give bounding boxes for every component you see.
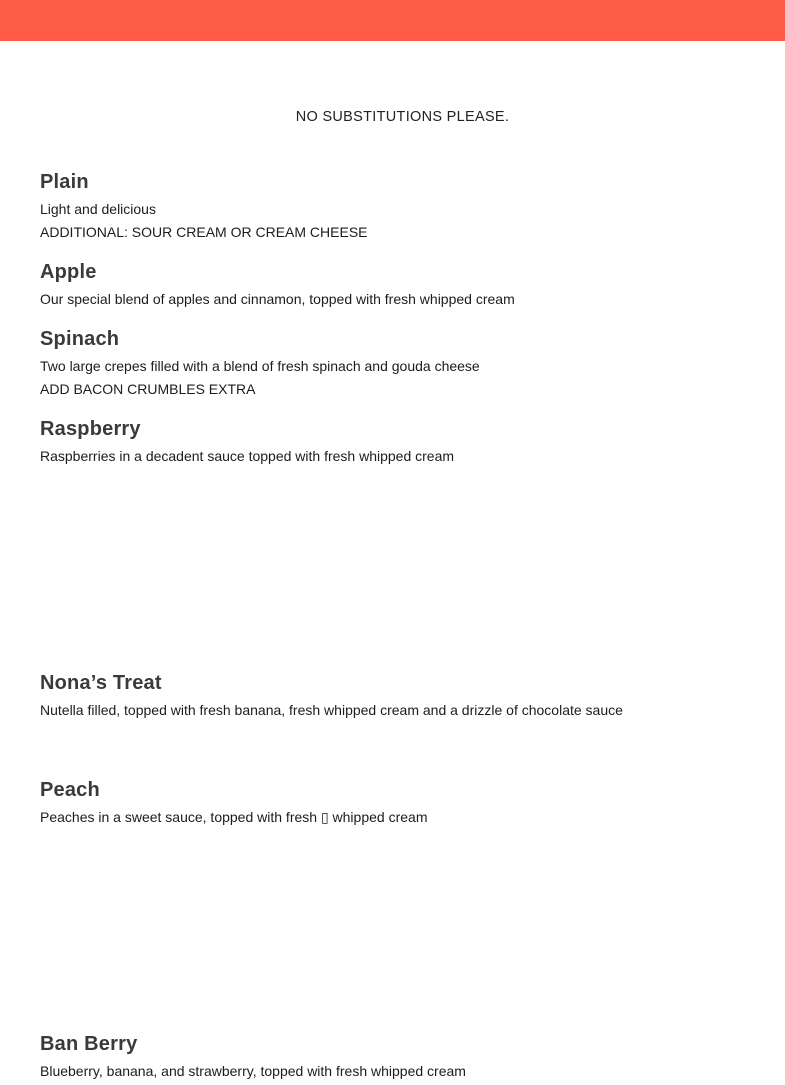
item-description: Two large crepes filled with a blend of fresh spinach and gouda cheese (40, 358, 480, 374)
menu-item-apple (40, 260, 760, 311)
item-description: Raspberries in a decadent sauce topped with fresh whipped cream (40, 448, 455, 464)
item-description: Peaches in a sweet sauce, topped with fresh ▯ whipped cream (40, 809, 428, 825)
item-name: Nona’s Treat (40, 672, 162, 694)
item-name: Raspberry (40, 418, 141, 440)
menu-item-nonas-treat (40, 671, 760, 722)
menu-item-plain (40, 170, 760, 244)
item-name: Apple (40, 261, 97, 283)
item-description: Light and delicious (40, 201, 156, 217)
item-additional-note: ADD BACON CRUMBLES EXTRA (40, 381, 256, 397)
item-description: Our special blend of apples and cinnamon, topped with fresh whipped cream (40, 291, 515, 307)
item-description: Nutella filled, topped with fresh banana, fresh whipped cream and a drizzle of chocolate sauce (40, 702, 623, 718)
item-description: Blueberry, banana, and strawberry, topped with fresh whipped cream (40, 1063, 466, 1079)
header-accent-bar (0, 0, 785, 41)
menu-item-raspberry (40, 417, 760, 468)
menu-item-ban-berry (40, 1032, 760, 1083)
item-name: Plain (40, 171, 89, 193)
menu-item-peach (40, 778, 760, 829)
item-name: Spinach (40, 328, 120, 350)
item-additional-note: ADDITIONAL: SOUR CREAM OR CREAM CHEESE (40, 224, 368, 240)
item-name: Ban Berry (40, 1033, 138, 1055)
item-name: Peach (40, 779, 100, 801)
menu-item-spinach (40, 327, 760, 401)
substitutions-notice: NO SUBSTITUTIONS PLEASE. (295, 109, 510, 125)
